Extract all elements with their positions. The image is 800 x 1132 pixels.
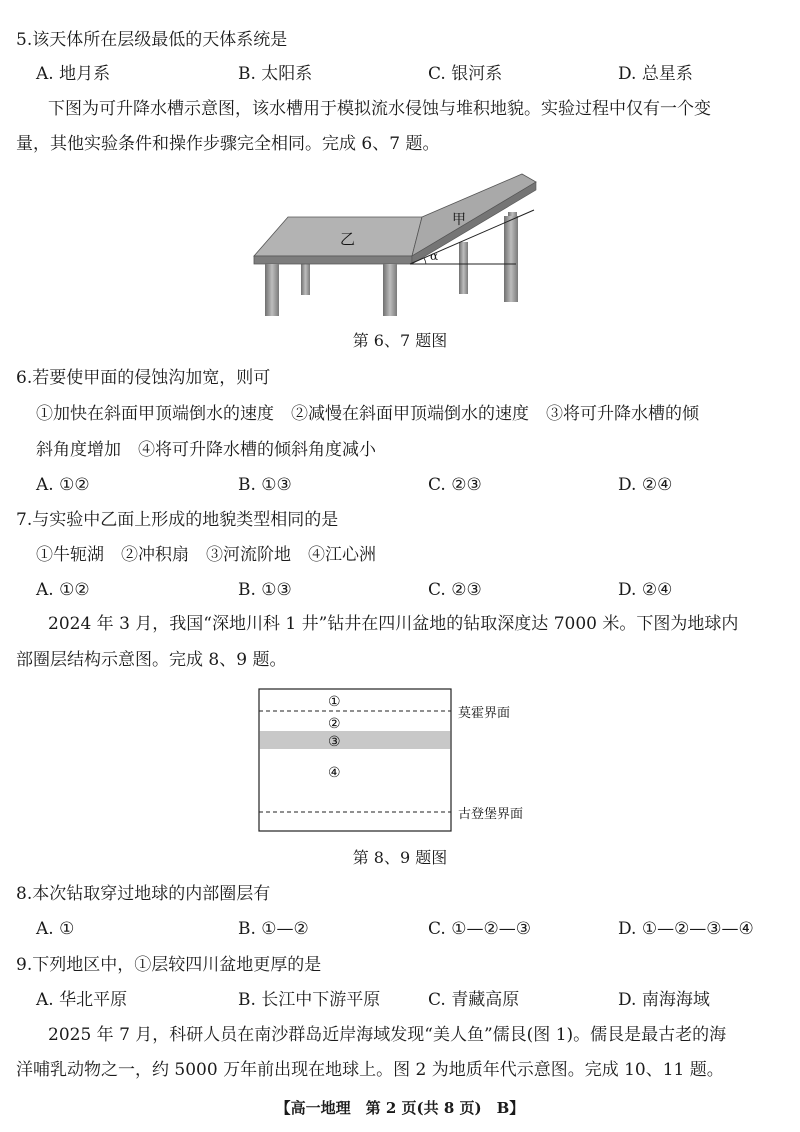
q8-option-b: B. ①—② bbox=[238, 919, 309, 939]
figure2-caption: 第 8、9 题图 bbox=[352, 848, 448, 867]
q9-stem: 9.下列地区中，①层较四川盆地更厚的是 bbox=[16, 955, 322, 975]
q6-items-line1: ①加快在斜面甲顶端倒水的速度 ②减慢在斜面甲顶端倒水的速度 ③将可升降水槽的倾 bbox=[36, 404, 699, 424]
q6-option-d: D. ②④ bbox=[618, 475, 673, 495]
figure1-caption: 第 6、7 题图 bbox=[352, 331, 448, 350]
q7-option-c: C. ②③ bbox=[428, 580, 482, 600]
q7-items: ①牛轭湖 ②冲积扇 ③河流阶地 ④江心洲 bbox=[36, 545, 376, 565]
q7-stem: 7.与实验中乙面上形成的地貌类型相同的是 bbox=[16, 510, 339, 530]
q8-stem: 8.本次钻取穿过地球的内部圈层有 bbox=[16, 884, 271, 904]
q9-option-b: B. 长江中下游平原 bbox=[238, 990, 381, 1010]
q6-stem: 6.若要使甲面的侵蚀沟加宽，则可 bbox=[16, 368, 271, 388]
layer-1-label: ① bbox=[328, 694, 341, 710]
table-leg bbox=[459, 242, 468, 294]
surface-yi bbox=[254, 217, 422, 256]
q6-option-c: C. ②③ bbox=[428, 475, 482, 495]
q8-option-d: D. ①—②—③—④ bbox=[618, 919, 754, 939]
layer-2-label: ② bbox=[328, 716, 341, 732]
q5-option-c: C. 银河系 bbox=[428, 64, 503, 84]
intro-8-9-line2: 部圈层结构示意图。完成 8、9 题。 bbox=[16, 650, 287, 670]
layer-4-label: ④ bbox=[328, 765, 341, 781]
layer-3-band bbox=[260, 731, 451, 749]
gutenberg-label: 古登堡界面 bbox=[458, 807, 524, 822]
trough-figure bbox=[250, 172, 550, 320]
q6-items-line2: 斜角度增加 ④将可升降水槽的倾斜角度减小 bbox=[36, 440, 376, 460]
label-yi: 乙 bbox=[340, 230, 356, 248]
q9-option-a: A. 华北平原 bbox=[36, 990, 128, 1010]
page-footer: 【高一地理 第 2 页(共 8 页) B】 bbox=[275, 1099, 525, 1117]
q7-option-a: A. ①② bbox=[36, 580, 90, 600]
q8-option-a: A. ① bbox=[36, 919, 75, 939]
intro-8-9-line1: 2024 年 3 月，我国“深地川科 1 井”钻井在四川盆地的钻取深度达 7000 米。下图为地球内 bbox=[48, 614, 739, 634]
q5-option-d: D. 总星系 bbox=[618, 64, 693, 84]
q7-option-b: B. ①③ bbox=[238, 580, 292, 600]
q5-stem: 5.该天体所在层级最低的天体系统是 bbox=[16, 30, 288, 50]
intro-10-11-line2: 洋哺乳动物之一，约 5000 万年前出现在地球上。图 2 为地质年代示意图。完成 10、11 题。 bbox=[16, 1060, 724, 1080]
earth-layers-figure bbox=[258, 688, 548, 834]
intro-10-11-line1: 2025 年 7 月，科研人员在南沙群岛近岸海域发现“美人鱼”儒艮(图 1)。儒艮是最古老的海 bbox=[48, 1025, 727, 1045]
table-leg bbox=[265, 264, 279, 316]
q6-option-b: B. ①③ bbox=[238, 475, 292, 495]
table-leg bbox=[383, 264, 397, 316]
table-leg bbox=[504, 216, 518, 302]
intro-6-7-line2: 量，其他实验条件和操作步骤完全相同。完成 6、7 题。 bbox=[16, 134, 440, 154]
q6-option-a: A. ①② bbox=[36, 475, 90, 495]
q8-option-c: C. ①—②—③ bbox=[428, 919, 531, 939]
q7-option-d: D. ②④ bbox=[618, 580, 673, 600]
q9-option-d: D. 南海海域 bbox=[618, 990, 710, 1010]
q9-option-c: C. 青藏高原 bbox=[428, 990, 520, 1010]
q5-option-a: A. 地月系 bbox=[36, 64, 111, 84]
q5-option-b: B. 太阳系 bbox=[238, 64, 313, 84]
layer-3-label: ③ bbox=[328, 734, 341, 750]
moho-label: 莫霍界面 bbox=[458, 706, 511, 721]
label-alpha: α bbox=[430, 249, 439, 263]
intro-6-7-line1: 下图为可升降水槽示意图，该水槽用于模拟流水侵蚀与堆积地貌。实验过程中仅有一个变 bbox=[48, 99, 711, 119]
label-jia: 甲 bbox=[452, 212, 466, 228]
